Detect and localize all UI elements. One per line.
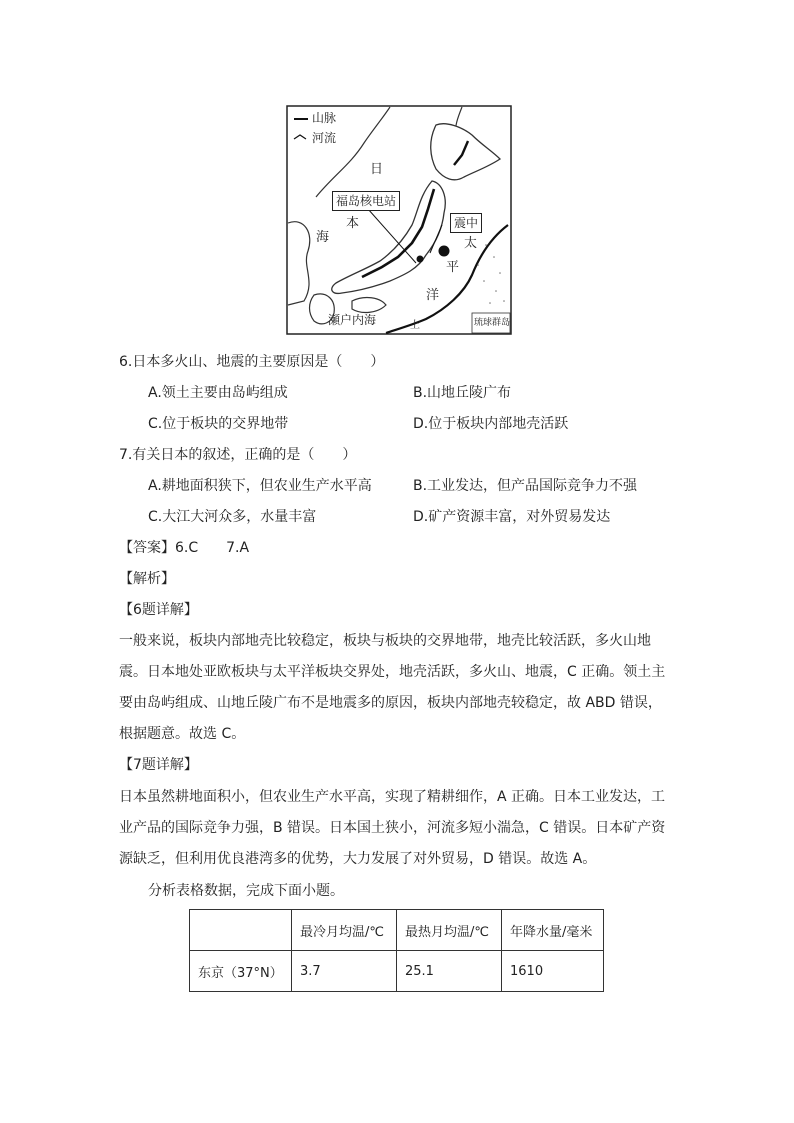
question-6-option-b: B.山地丘陵广布	[413, 385, 512, 401]
map-label-tai: 太	[464, 236, 478, 251]
detail-6-heading: 【6题详解】	[119, 602, 198, 618]
map-label-ben: 本	[346, 216, 360, 231]
map-label-epicenter: 震中	[450, 213, 482, 233]
question-7-option-b: B.工业发达，但产品国际竞争力不强	[413, 478, 638, 494]
table-cell-hottest: 25.1	[397, 951, 502, 992]
question-6-option-a: A.领土主要由岛屿组成	[148, 385, 288, 401]
table-cell-city: 东京（37°N）	[190, 951, 292, 992]
question-7-stem: 7.有关日本的叙述，正确的是（ ）	[119, 447, 357, 463]
question-7-option-a: A.耕地面积狭下，但农业生产水平高	[148, 478, 372, 494]
question-6-option-c: C.位于板块的交界地带	[148, 416, 289, 432]
detail-7-line-1: 日本虽然耕地面积小，但农业生产水平高，实现了精耕细作，A 正确。日本工业发达，工	[119, 789, 666, 805]
climate-table	[189, 909, 604, 992]
map-label-fukushima: 福岛核电站	[332, 191, 400, 211]
table-header-coldest: 最冷月均温/℃	[292, 910, 397, 951]
table-header-empty	[190, 910, 292, 951]
table-header-hottest: 最热月均温/℃	[397, 910, 502, 951]
legend-river-label: 河流	[312, 131, 337, 145]
detail-6-line-3: 要由岛屿组成、山地丘陵广布不是地震多的原因，板块内部地壳较稳定，故 ABD 错误，	[119, 695, 662, 711]
map-label-ping: 平	[446, 260, 460, 275]
table-intro: 分析表格数据，完成下面小题。	[148, 883, 344, 899]
map-label-ri: 日	[370, 162, 384, 177]
detail-7-line-2: 业产品的国际竞争力强，B 错误。日本国土狭小，河流多短小湍急，C 错误。日本矿产资	[119, 820, 666, 836]
map-label-yang: 洋	[426, 288, 440, 303]
detail-7-heading: 【7题详解】	[119, 757, 198, 773]
question-6-stem: 6.日本多火山、地震的主要原因是（ ）	[119, 354, 385, 370]
table-cell-coldest: 3.7	[292, 951, 397, 992]
table-header-row	[190, 910, 604, 951]
question-6-option-d: D.位于板块内部地壳活跃	[413, 416, 569, 432]
detail-7-line-3: 源缺乏，但利用优良港湾多的优势，大力发展了对外贸易，D 错误。故选 A。	[119, 851, 597, 867]
question-7-option-d: D.矿产资源丰富，对外贸易发达	[413, 509, 611, 525]
question-7-option-c: C.大江大河众多，水量丰富	[148, 509, 317, 525]
japan-map	[286, 105, 512, 335]
table-cell-precip: 1610	[502, 951, 604, 992]
analysis-heading: 【解析】	[119, 571, 175, 587]
table-header-precip: 年降水量/毫米	[502, 910, 604, 951]
answer-line: 【答案】6.C 7.A	[119, 540, 250, 556]
detail-6-line-1: 一般来说，板块内部地壳比较稳定，板块与板块的交界地带，地壳比较活跃，多火山地	[119, 633, 651, 649]
detail-6-line-2: 震。日本地处亚欧板块与太平洋板块交界处，地壳活跃，多火山、地震，C 正确。领土主	[119, 664, 666, 680]
map-label-hai: 海	[316, 230, 330, 245]
map-label-setonaikai: 瀬户内海	[328, 313, 377, 327]
map-label-ryukyu: 琉球群岛	[474, 318, 511, 328]
map-label-shang: 上	[410, 320, 420, 331]
legend-mountain-label: 山脉	[312, 111, 337, 125]
detail-6-line-4: 根据题意。故选 C。	[119, 726, 246, 742]
table-row	[190, 951, 604, 992]
